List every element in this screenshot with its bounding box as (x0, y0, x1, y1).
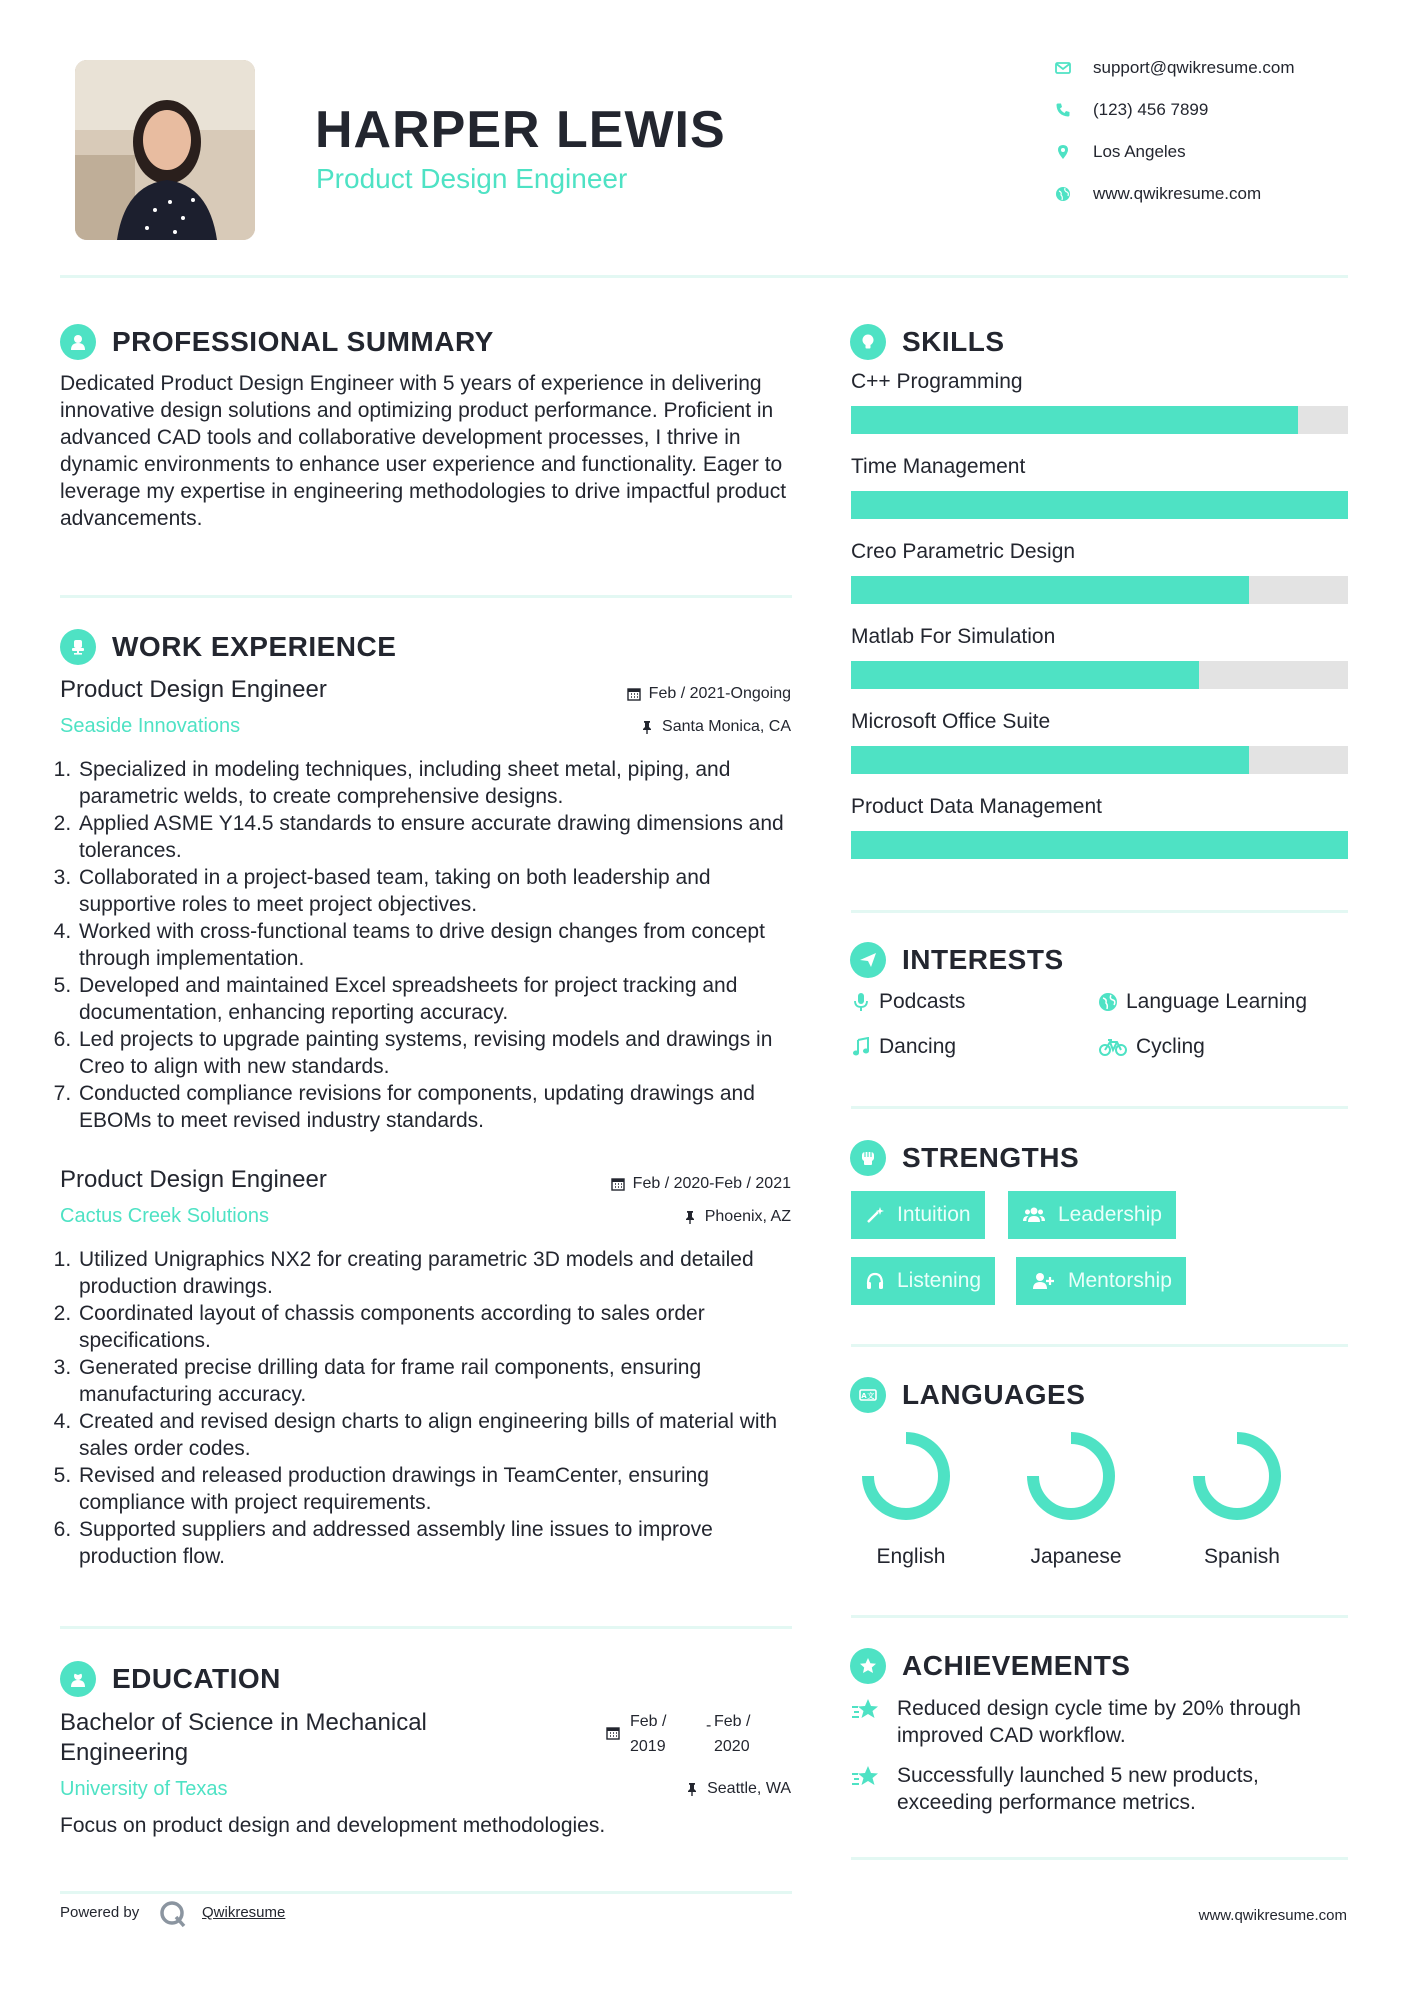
job-2-dates: Feb / 2020-Feb / 2021 (611, 1175, 791, 1193)
skill-row (851, 710, 1348, 774)
job-1-location: Santa Monica, CA (640, 718, 791, 736)
language-rings (851, 1428, 1348, 1528)
pin-icon (685, 1782, 699, 1796)
star-badge-icon (850, 1648, 886, 1684)
achievement-2: Successfully launched 5 new products, exceeding performance metrics. (851, 1762, 1348, 1816)
users-icon (1022, 1205, 1046, 1225)
language-spanish: Spanish (1204, 1545, 1280, 1568)
list-item: 4. Worked with cross-functional teams to drive design changes from concept through implementation. (77, 918, 793, 972)
interest-language-learning: Language Learning (1098, 990, 1307, 1014)
job-1-dates: Feb / 2021-Ongoing (627, 685, 791, 703)
skill-row (851, 540, 1348, 604)
list-item: 6. Supported suppliers and addressed assembly line issues to improve production flow. (77, 1516, 793, 1570)
skill-row (851, 455, 1348, 519)
job-1-duties (57, 756, 793, 1134)
star-icon (851, 1695, 881, 1725)
skill-bar (851, 746, 1348, 774)
education-dates (606, 1709, 796, 1755)
candidate-role: Product Design Engineer (316, 163, 628, 194)
education-school: University of Texas (60, 1778, 228, 1800)
contact-location: Los Angeles (1055, 142, 1186, 162)
languages-divider (851, 1615, 1348, 1618)
skill-label: C++ Programming (851, 370, 1023, 393)
job-1-company: Seaside Innovations (60, 715, 241, 737)
achievements-heading: ACHIEVEMENTS (850, 1648, 1130, 1684)
skill-bar (851, 831, 1348, 859)
summary-divider (60, 595, 792, 598)
strength-listening: Listening (851, 1257, 995, 1305)
languages-heading: A文 LANGUAGES (850, 1377, 1085, 1413)
graduate-icon (60, 1661, 96, 1697)
candidate-name: HARPER LEWIS (315, 101, 726, 159)
header-divider (60, 275, 1348, 278)
list-item: 4. Created and revised design charts to align engineering bills of material with sales order codes. (77, 1408, 793, 1462)
qwikresume-logo-icon (158, 1899, 188, 1929)
list-item: 3. Collaborated in a project-based team, taking on both leadership and supportive roles to meet project objectives. (77, 864, 793, 918)
list-item: 3. Generated precise drilling data for frame rail components, ensuring manufacturing accuracy. (77, 1354, 793, 1408)
work-heading: WORK EXPERIENCE (60, 629, 396, 665)
education-heading: EDUCATION (60, 1661, 281, 1697)
skills-divider (851, 910, 1348, 913)
skill-bar-fill (851, 661, 1199, 689)
skill-bar (851, 576, 1348, 604)
language-japanese: Japanese (1030, 1545, 1122, 1568)
footer-website-link[interactable]: www.qwikresume.com (1198, 1907, 1347, 1924)
strength-mentorship: Mentorship (1016, 1257, 1186, 1305)
list-item: 7. Conducted compliance revisions for components, updating drawings and EBOMs to meet revised industry standards. (77, 1080, 793, 1134)
globe-icon (1098, 992, 1118, 1012)
skill-label: Matlab For Simulation (851, 625, 1056, 648)
qwikresume-link[interactable]: Qwikresume (202, 1904, 286, 1921)
skill-bar-fill (851, 831, 1348, 859)
microphone-icon (851, 992, 871, 1012)
location-icon (1055, 144, 1071, 160)
summary-text: Dedicated Product Design Engineer with 5 years of experience in delivering innovative design solutions and optimizing product performance. Proficient in advanced CAD tools and collaborative development processes, I thrive in dynamic environments to enhance user experience and functionality. Eager to leverage my expertise in engineering methodologies to drive impactful product advancements. (60, 372, 787, 530)
work-divider (60, 1626, 792, 1629)
skill-label: Microsoft Office Suite (851, 710, 1051, 733)
skills-list (851, 370, 1348, 880)
skill-bar (851, 406, 1348, 434)
interest-dancing: Dancing (851, 1035, 956, 1059)
job-2-duties (57, 1246, 793, 1570)
magic-wand-icon (865, 1205, 885, 1225)
calendar-icon (611, 1177, 625, 1191)
contact-website[interactable]: www.qwikresume.com (1055, 184, 1261, 204)
education-degree: Bachelor of Science in Mechanical Engineering (60, 1709, 427, 1766)
language-ring-english (868, 1438, 944, 1514)
list-item: 1. Specialized in modeling techniques, including sheet metal, piping, and parametric welds, to create comprehensive designs. (77, 756, 793, 810)
achievement-1: Reduced design cycle time by 20% through improved CAD workflow. (851, 1695, 1348, 1749)
skill-row (851, 370, 1348, 434)
list-item: 1. Utilized Unigraphics NX2 for creating parametric 3D models and detailed production drawings. (77, 1246, 793, 1300)
interests-divider (851, 1106, 1348, 1109)
skill-row (851, 795, 1348, 859)
education-note: Focus on product design and development methodologies. (60, 1814, 606, 1837)
skill-bar (851, 491, 1348, 519)
list-item: 5. Revised and released production drawings in TeamCenter, ensuring compliance with project requirements. (77, 1462, 793, 1516)
email-icon (1055, 60, 1071, 76)
contact-email[interactable]: support@qwikresume.com (1055, 58, 1295, 78)
skill-bar-fill (851, 406, 1298, 434)
list-item: 2. Applied ASME Y14.5 standards to ensure accurate drawing dimensions and tolerances. (77, 810, 793, 864)
lightbulb-icon (850, 324, 886, 360)
translate-icon (850, 1377, 886, 1413)
education-location: Seattle, WA (685, 1780, 791, 1798)
education-start: Feb / 2019 (630, 1713, 667, 1755)
user-icon (60, 324, 96, 360)
calendar-icon (627, 687, 641, 701)
globe-icon (1055, 186, 1071, 202)
language-ring-spanish (1199, 1438, 1275, 1514)
education-dash: - (706, 1717, 712, 1734)
list-item: 6. Led projects to upgrade painting systems, revising models and drawings in Creo to align with new standards. (77, 1026, 793, 1080)
strength-intuition: Intuition (851, 1191, 985, 1239)
job-2-company: Cactus Creek Solutions (60, 1205, 269, 1227)
strengths-divider (851, 1344, 1348, 1347)
star-icon (851, 1762, 881, 1792)
skill-bar-fill (851, 576, 1249, 604)
powered-by-label: Powered by (60, 1904, 140, 1921)
skill-row (851, 625, 1348, 689)
skill-label: Creo Parametric Design (851, 540, 1076, 563)
skill-label: Time Management (851, 455, 1026, 478)
education-divider (60, 1891, 792, 1894)
music-note-icon (851, 1037, 871, 1057)
language-english: English (876, 1545, 946, 1568)
svg-text:A文: A文 (861, 1392, 875, 1400)
phone-icon (1055, 102, 1071, 118)
skill-bar-fill (851, 746, 1249, 774)
bicycle-icon (1098, 1037, 1128, 1057)
skill-label: Product Data Management (851, 795, 1102, 818)
interests-heading: INTERESTS (850, 942, 1064, 978)
list-item: 2. Coordinated layout of chassis components according to sales order specifications. (77, 1300, 793, 1354)
job-2-location: Phoenix, AZ (683, 1208, 791, 1226)
job-1-title: Product Design Engineer (60, 676, 327, 703)
calendar-icon (606, 1726, 620, 1740)
headphones-icon (865, 1271, 885, 1291)
language-ring-japanese (1033, 1438, 1109, 1514)
job-2-title: Product Design Engineer (60, 1166, 327, 1193)
achievements-divider (851, 1857, 1348, 1860)
education-end: Feb / 2020 (714, 1713, 751, 1755)
interest-cycling: Cycling (1098, 1035, 1205, 1059)
list-item: 5. Developed and maintained Excel spreadsheets for project tracking and documentation, enhancing reporting accuracy. (77, 972, 793, 1026)
interest-podcasts: Podcasts (851, 990, 965, 1014)
strengths-heading: STRENGTHS (850, 1140, 1079, 1176)
fist-icon (850, 1140, 886, 1176)
pin-icon (640, 720, 654, 734)
skill-bar-fill (851, 491, 1348, 519)
skills-heading: SKILLS (850, 324, 1005, 360)
contact-phone[interactable]: (123) 456 7899 (1055, 100, 1208, 120)
briefcase-chair-icon (60, 629, 96, 665)
skill-bar (851, 661, 1348, 689)
paper-plane-icon (850, 942, 886, 978)
summary-heading: PROFESSIONAL SUMMARY (60, 324, 494, 360)
profile-photo (75, 60, 255, 240)
strength-leadership: Leadership (1008, 1191, 1176, 1239)
user-plus-icon (1030, 1271, 1056, 1291)
pin-icon (683, 1210, 697, 1224)
